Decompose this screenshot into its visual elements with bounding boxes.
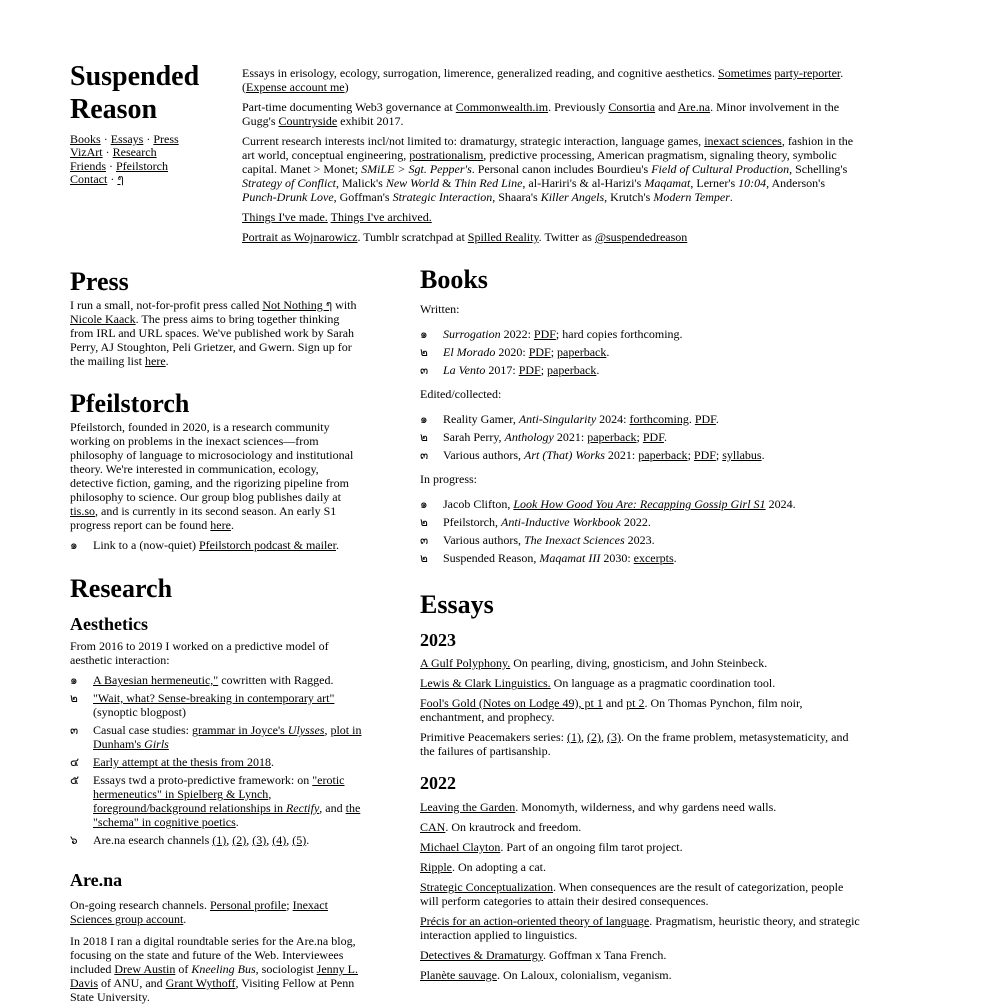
body-text: . <box>761 448 765 462</box>
body-text: 2022: <box>500 327 534 341</box>
channel-5-link[interactable]: (5) <box>292 833 307 847</box>
intro-text: , Malick's <box>336 176 386 190</box>
anti-singularity-forthcoming-link[interactable]: forthcoming <box>629 412 689 426</box>
work-title: Strategy of Conflict <box>242 176 336 190</box>
essay-item <box>420 676 860 690</box>
intro-text: , Goffman's <box>333 190 393 204</box>
list-marker: ๓ <box>70 723 79 737</box>
body-text: , Visiting Fellow at Penn State University. <box>70 976 355 1004</box>
arena-link[interactable]: Are.na <box>677 100 711 114</box>
spilled-reality-link[interactable]: Spilled Reality <box>467 230 539 244</box>
detectives-dramaturgy-link[interactable]: Detectives & Dramaturgy <box>420 948 543 962</box>
arena-paragraph-roundtable <box>70 934 362 1004</box>
list-marker: ๑ <box>420 327 428 341</box>
early-attempt-link[interactable]: Early attempt at the thesis from 2018 <box>93 755 271 769</box>
peacemakers-1-link[interactable]: (1) <box>566 730 581 744</box>
intro-text: . Personal canon includes Bourdieu's <box>471 162 652 176</box>
separator: , <box>266 833 273 847</box>
things-archived-link[interactable]: Things I've archived. <box>330 210 432 224</box>
art-that-works-syllabus-link[interactable]: syllabus <box>722 448 762 462</box>
book-title: The Inexact Sciences <box>524 533 625 547</box>
intro-text: ) <box>344 80 349 94</box>
strategic-conceptualization-link[interactable]: Strategic Conceptualization <box>420 880 553 894</box>
body-text: . Monomyth, wilderness, and why gardens need walls. <box>515 800 777 814</box>
leaving-garden-link[interactable]: Leaving the Garden <box>420 800 516 814</box>
essay-item <box>420 840 860 854</box>
body-text: with <box>332 298 357 312</box>
el-morado-pdf-link[interactable]: PDF <box>528 345 551 359</box>
book-title: El Morado <box>443 345 496 359</box>
channel-3-link[interactable]: (3) <box>252 833 267 847</box>
essay-item <box>420 696 860 724</box>
not-nothing-link[interactable]: Not Nothing ๆ <box>262 298 333 312</box>
body-text: ; hard copies forthcoming. <box>555 327 683 341</box>
list-marker: ๓ <box>420 448 429 462</box>
essay-item <box>420 968 860 982</box>
mailing-list-link[interactable]: here <box>145 354 166 368</box>
list-item <box>420 515 860 529</box>
body-text: Are.na esearch channels <box>93 833 213 847</box>
work-title: Girls <box>144 737 169 751</box>
intro-text: . Tumblr scratchpad at <box>357 230 468 244</box>
separator: . <box>688 412 695 426</box>
body-text: Jacob Clifton, <box>443 497 514 511</box>
body-text: . <box>673 551 677 565</box>
nav-friends-link[interactable]: Friends <box>70 158 106 173</box>
work-title: 10:04 <box>738 176 767 190</box>
body-text: 2022. <box>620 515 651 529</box>
drew-austin-link[interactable]: Drew Austin <box>114 962 176 976</box>
list-item <box>70 691 362 719</box>
list-item <box>420 533 860 547</box>
list-marker: ๑ <box>70 673 78 687</box>
body-text: . Part of an ongoing film tarot project. <box>500 840 683 854</box>
intro-text: . Twitter as <box>538 230 595 244</box>
intro-paragraph-interests <box>242 134 854 204</box>
body-text: Sarah Perry, <box>443 430 505 444</box>
left-column <box>70 266 362 1004</box>
essay-item <box>420 860 860 874</box>
body-text: 2020: <box>495 345 529 359</box>
intro-text: , fashion in the art world, conceptual engineering, <box>242 134 854 162</box>
intro-text: Current research interests incl/not limited to: dramaturgy, strategic interaction, language games, <box>242 134 705 148</box>
peacemakers-3-link[interactable]: (3) <box>606 730 621 744</box>
list-marker: ๕ <box>70 773 80 787</box>
michael-clayton-link[interactable]: Michael Clayton <box>420 840 501 854</box>
body-text: Various authors, <box>443 533 524 547</box>
precis-link[interactable]: Précis for an action-oriented theory of language <box>420 914 650 928</box>
body-text: . On Thomas Pynchon, film noir, enchantment, and prophecy. <box>420 696 803 724</box>
work-title: Kneeling Bus <box>191 962 256 976</box>
portrait-link[interactable]: Portrait as Wojnarowicz <box>242 230 358 244</box>
essays-2023-list <box>420 656 860 758</box>
body-text: Essays twd a proto-predictive framework: on <box>93 773 313 787</box>
essay-item <box>420 820 860 834</box>
list-item <box>420 551 860 565</box>
intro-paragraph-topics <box>242 66 854 94</box>
list-item <box>420 497 860 511</box>
body-text: ; <box>286 898 293 912</box>
consortia-link[interactable]: Consortia <box>608 100 656 114</box>
list-marker: ๓ <box>420 363 429 377</box>
intro-text: & <box>439 176 455 190</box>
separator: , <box>580 730 587 744</box>
separator: ; <box>715 448 723 462</box>
right-column <box>420 264 860 988</box>
body-text: of ANU, and <box>98 976 166 990</box>
progress-label: In progress: <box>420 472 477 486</box>
art-that-works-pdf-link[interactable]: PDF <box>693 448 716 462</box>
la-vento-paperback-link[interactable]: paperback <box>547 363 597 377</box>
separator: ; <box>636 430 643 444</box>
written-list <box>420 327 860 377</box>
site-title: Suspended Reason <box>70 61 200 125</box>
list-marker: ๒ <box>420 551 428 565</box>
joyce-grammar-link[interactable] <box>192 723 324 737</box>
essay-item <box>420 656 860 670</box>
book-title: Anti-Singularity <box>518 412 597 426</box>
body-text: . <box>270 755 274 769</box>
list-item <box>70 833 362 847</box>
body-text: Primitive Peacemakers series: <box>420 730 567 744</box>
nav-separator: · <box>106 158 116 173</box>
expense-account-link[interactable]: Expense account me <box>246 80 345 94</box>
intro-text: , Anderson's <box>766 176 825 190</box>
intro-paragraph-social <box>242 230 854 244</box>
book-title: Art (That) Works <box>524 448 605 462</box>
intro-text: Essays in erisology, ecology, surrogation, limerence, generalized reading, and cognitive aesthetics. <box>242 66 718 80</box>
separator: . <box>306 833 310 847</box>
list-item <box>70 773 362 829</box>
body-text: 2030: <box>600 551 634 565</box>
erotic-hermeneutics-link[interactable]: "erotic hermeneutics" in Spielberg & Lynch <box>93 773 345 801</box>
channel-4-link[interactable]: (4) <box>272 833 287 847</box>
list-item <box>420 327 860 341</box>
peacemakers-2-link[interactable]: (2) <box>586 730 601 744</box>
research-heading: Research <box>70 574 173 603</box>
work-title: Punch-Drunk Love <box>242 190 334 204</box>
postrationalism-link[interactable]: postrationalism <box>409 148 484 162</box>
book-title: Anti-Inductive Workbook <box>501 515 621 529</box>
body-text: On pearling, diving, gnosticism, and John Steinbeck. <box>510 656 768 670</box>
fools-gold-pt1-link[interactable]: Fool's Gold (Notes on Lodge 49), pt 1 <box>420 696 603 710</box>
separator: , <box>226 833 233 847</box>
body-text: . On Laloux, colonialism, veganism. <box>496 968 672 982</box>
book-title: Maqamat III <box>539 551 601 565</box>
body-text: 2021: <box>553 430 588 444</box>
aesthetics-heading: Aesthetics <box>70 614 148 634</box>
list-item <box>70 538 362 552</box>
list-marker: ๒ <box>70 691 78 705</box>
body-text: 2021: <box>604 448 639 462</box>
body-text: . <box>715 412 719 426</box>
body-text: . On the frame problem, metasystematicity, and the failures of partisanship. <box>420 730 849 758</box>
gossip-girl-link[interactable] <box>513 497 765 511</box>
work-title: Modern Temper <box>653 190 730 204</box>
nav-separator: · <box>100 132 111 146</box>
body-text: Casual case studies: <box>93 723 192 737</box>
tis-so-link[interactable]: tis.so <box>70 504 96 518</box>
jenny-davis-link[interactable]: Jenny L. Davis <box>70 962 358 990</box>
intro-paragraph-things <box>242 210 854 224</box>
body-text: 2023. <box>624 533 655 547</box>
work-title: Strategic Interaction <box>392 190 493 204</box>
body-text: On-going research channels. <box>70 898 210 912</box>
arena-paragraph-channels <box>70 898 362 926</box>
separator: ; <box>550 345 558 359</box>
nav-research-link[interactable]: Research <box>112 145 157 160</box>
podcast-link[interactable]: Pfeilstorch podcast & mailer <box>198 538 336 552</box>
edited-label: Edited/collected: <box>420 387 502 401</box>
gulf-polyphony-link[interactable]: A Gulf Polyphony. <box>420 656 511 670</box>
written-label: Written: <box>420 302 460 316</box>
body-text: Pfeilstorch, founded in 2020, is a research community working on problems in the inexact sciences—from philosophy of language to microsociology and institutional theory. We're interested in communication, ecology, detective fiction, gaming, and the rigorizing pipeline from philosophy to science. Our group blog publishes daily at <box>70 420 354 504</box>
book-title: Surrogation <box>443 327 501 341</box>
link-text: foreground/background relationships in <box>93 801 286 815</box>
edited-list <box>420 412 860 462</box>
twitter-link[interactable]: @suspendedreason <box>594 230 688 244</box>
personal-profile-link[interactable]: Personal profile <box>209 898 287 912</box>
intro-text: . ( <box>242 66 844 94</box>
nav-separator: · <box>143 132 154 146</box>
art-that-works-paperback-link[interactable]: paperback <box>638 448 688 462</box>
body-text: . <box>335 538 339 552</box>
book-title: Anthology <box>504 430 554 444</box>
list-item <box>420 345 860 359</box>
list-item <box>420 430 860 444</box>
separator: , <box>600 730 607 744</box>
body-text: . <box>235 815 239 829</box>
progress-report-link[interactable]: here <box>210 518 231 532</box>
essay-item <box>420 948 860 962</box>
intro-text: , Lerner's <box>690 176 739 190</box>
lewis-clark-link[interactable]: Lewis & Clark Linguistics. <box>420 676 551 690</box>
anti-singularity-pdf-link[interactable]: PDF <box>694 412 716 426</box>
list-item <box>420 448 860 462</box>
year-2023-heading: 2023 <box>420 630 456 650</box>
list-marker: ๑ <box>70 538 78 552</box>
commonwealth-link[interactable]: Commonwealth.im <box>455 100 549 114</box>
body-text: , sociologist <box>255 962 317 976</box>
intro-text: , al-Hariri's & al-Harizi's <box>522 176 645 190</box>
separator: ; <box>687 448 694 462</box>
intro-text: , predictive processing, American pragmatism, signaling theory, symbolic capital. Manet > Monet; <box>242 148 837 176</box>
intro-text: , Schelling's <box>789 162 848 176</box>
list-marker: ๖ <box>70 833 78 847</box>
intro-text: exhibit 2017. <box>337 114 404 128</box>
work-title: Ulysses <box>287 723 325 737</box>
list-marker: ๒ <box>420 345 428 359</box>
intro-text: Part-time documenting Web3 governance at <box>242 100 456 114</box>
list-marker: ๓ <box>420 533 429 547</box>
body-text: , and is currently in its second season. An early S1 progress report can be found <box>70 504 337 532</box>
body-text: 2017: <box>485 363 519 377</box>
body-text: Pfeilstorch, <box>443 515 501 529</box>
surrogation-pdf-link[interactable]: PDF <box>533 327 556 341</box>
list-item <box>70 673 362 687</box>
essays-heading: Essays <box>420 590 494 619</box>
intro-paragraph-work <box>242 100 854 128</box>
body-text: . <box>230 518 234 532</box>
anthology-paperback-link[interactable]: paperback <box>587 430 637 444</box>
list-marker: ๒ <box>420 430 428 444</box>
work-title: New World <box>385 176 440 190</box>
work-title: Maqamat <box>644 176 691 190</box>
body-text: (synoptic blogpost) <box>93 705 186 719</box>
el-morado-paperback-link[interactable]: paperback <box>557 345 607 359</box>
sometimes-link[interactable]: Sometimes <box>717 66 772 80</box>
essay-item <box>420 800 860 814</box>
work-title: SMiLE > Sgt. Pepper's <box>361 162 472 176</box>
nav-books-link[interactable]: Books <box>70 132 101 146</box>
body-text: cowritten with Ragged. <box>218 673 334 687</box>
nav-glyph-link[interactable]: ๆ <box>117 172 124 187</box>
link-text: grammar in Joyce's <box>191 723 288 737</box>
pfeilstorch-paragraph <box>70 420 362 532</box>
body-text: and <box>602 696 627 710</box>
list-marker: ๑ <box>420 497 428 511</box>
essay-item <box>420 914 860 942</box>
intro-text: . Minor involvement in the Gugg's <box>242 100 840 128</box>
link-text: plot in Dunham's <box>93 723 362 751</box>
press-heading: Press <box>70 267 129 296</box>
essay-item <box>420 730 860 758</box>
list-marker: ๑ <box>420 412 428 426</box>
intro-text: , Shaara's <box>492 190 541 204</box>
body-text: I run a small, not-for-profit press called <box>70 298 263 312</box>
pfeilstorch-heading: Pfeilstorch <box>70 389 190 418</box>
bayesian-hermeneutic-link[interactable]: A Bayesian hermeneutic," <box>93 673 219 687</box>
press-paragraph <box>70 298 362 368</box>
body-text: . Goffman x Tana French. <box>542 948 667 962</box>
party-reporter-link[interactable]: party-reporter <box>774 66 841 80</box>
list-item <box>70 723 362 751</box>
body-text: On language as a pragmatic coordination tool. <box>550 676 776 690</box>
nav-contact-link[interactable]: Contact <box>70 172 108 187</box>
aesthetics-intro: From 2016 to 2019 I worked on a predictive model of aesthetic interaction: <box>70 639 329 667</box>
arena-heading: Are.na <box>70 870 123 890</box>
anthology-pdf-link[interactable]: PDF <box>642 430 664 444</box>
body-text: . When consequences are the result of categorization, people will perform categories to attain their desired consequences. <box>420 880 844 908</box>
pfeilstorch-list <box>70 538 362 552</box>
separator: , <box>246 833 253 847</box>
essays-2022-list <box>420 800 860 982</box>
separator: , <box>286 833 293 847</box>
list-marker: ๒ <box>420 515 428 529</box>
intro-text: , Krutch's <box>604 190 654 204</box>
grant-wythoff-link[interactable]: Grant Wythoff <box>165 976 236 990</box>
body-text: . <box>596 363 600 377</box>
books-heading: Books <box>420 265 488 294</box>
year-2022-heading: 2022 <box>420 773 456 793</box>
body-text: . <box>663 430 667 444</box>
book-title: La Vento <box>443 363 486 377</box>
can-link[interactable]: CAN <box>420 820 446 834</box>
essay-item <box>420 880 860 908</box>
work-title: Thin Red Line <box>454 176 523 190</box>
ripple-link[interactable]: Ripple <box>420 860 452 874</box>
body-text: . <box>183 912 187 926</box>
body-text: , <box>268 787 272 801</box>
body-text: Reality Gamer, <box>443 412 519 426</box>
channel-2-link[interactable]: (2) <box>232 833 247 847</box>
body-text: , <box>324 723 331 737</box>
work-title: Rectify <box>285 801 320 815</box>
body-text: 2024. <box>765 497 796 511</box>
separator: ; <box>540 363 548 377</box>
body-text: 2024: <box>596 412 630 426</box>
body-text: . Pragmatism, heuristic theory, and strategic interaction applied to linguistics. <box>420 914 860 942</box>
progress-list <box>420 497 860 565</box>
countryside-link[interactable]: Countryside <box>278 114 338 128</box>
nav-essays-link[interactable]: Essays <box>110 132 144 146</box>
body-text: . On adopting a cat. <box>452 860 546 874</box>
work-title: Killer Angels <box>540 190 605 204</box>
inexact-sciences-link[interactable]: inexact sciences <box>704 134 782 148</box>
body-text: . On krautrock and freedom. <box>445 820 582 834</box>
intro-text: . Previously <box>548 100 609 114</box>
list-item <box>420 412 860 426</box>
body-text: , and <box>319 801 346 815</box>
intro <box>242 66 854 250</box>
planete-sauvage-link[interactable]: Planète sauvage <box>420 968 497 982</box>
list-item <box>70 755 362 769</box>
site-nav <box>70 133 240 187</box>
maqamat-excerpts-link[interactable]: excerpts <box>633 551 674 565</box>
rectify-link[interactable] <box>93 801 319 815</box>
fools-gold-pt2-link[interactable]: pt 2 <box>626 696 645 710</box>
nav-separator: · <box>107 172 118 187</box>
body-text: . <box>165 354 169 368</box>
list-marker: ๔ <box>70 755 80 769</box>
intro-text: and <box>655 100 678 114</box>
body-text: Link to a (now-quiet) <box>93 538 199 552</box>
nav-separator: · <box>102 145 113 160</box>
body-text: Suspended Reason, <box>443 551 540 565</box>
inexact-sciences-group-link[interactable]: Inexact Sciences group account <box>70 898 328 926</box>
aesthetics-list <box>70 673 362 847</box>
body-text: of <box>175 962 192 976</box>
work-title: Field of Cultural Production <box>651 162 790 176</box>
book-title: Look How Good You Are: Recapping Gossip Girl S1 <box>513 497 766 511</box>
things-made-link[interactable]: Things I've made. <box>242 210 328 224</box>
la-vento-pdf-link[interactable]: PDF <box>518 363 541 377</box>
nav-press-link[interactable]: Press <box>153 132 179 146</box>
body-text: . The press aims to bring together thinking from IRL and URL spaces. We've published work by Sarah Perry, AJ Stoughton, Peli Grietzer, and Gwern. Sign up for the mailing list <box>70 312 355 368</box>
sense-breaking-link[interactable]: "Wait, what? Sense-breaking in contemporary art" <box>93 691 335 705</box>
nav-vizart-link[interactable]: VizArt <box>70 145 103 160</box>
channel-1-link[interactable]: (1) <box>212 833 227 847</box>
body-text: In 2018 I ran a digital roundtable series for the Are.na blog, focusing on the state and future of the Web. Interviewees included <box>70 934 356 976</box>
body-text: . <box>606 345 610 359</box>
schema-link[interactable]: the "schema" in cognitive poetics <box>93 801 361 829</box>
intro-text: . <box>729 190 733 204</box>
body-text: Various authors, <box>443 448 524 462</box>
nav-pfeilstorch-link[interactable]: Pfeilstorch <box>116 158 168 173</box>
nicole-kaack-link[interactable]: Nicole Kaack <box>70 312 136 326</box>
list-item <box>420 363 860 377</box>
